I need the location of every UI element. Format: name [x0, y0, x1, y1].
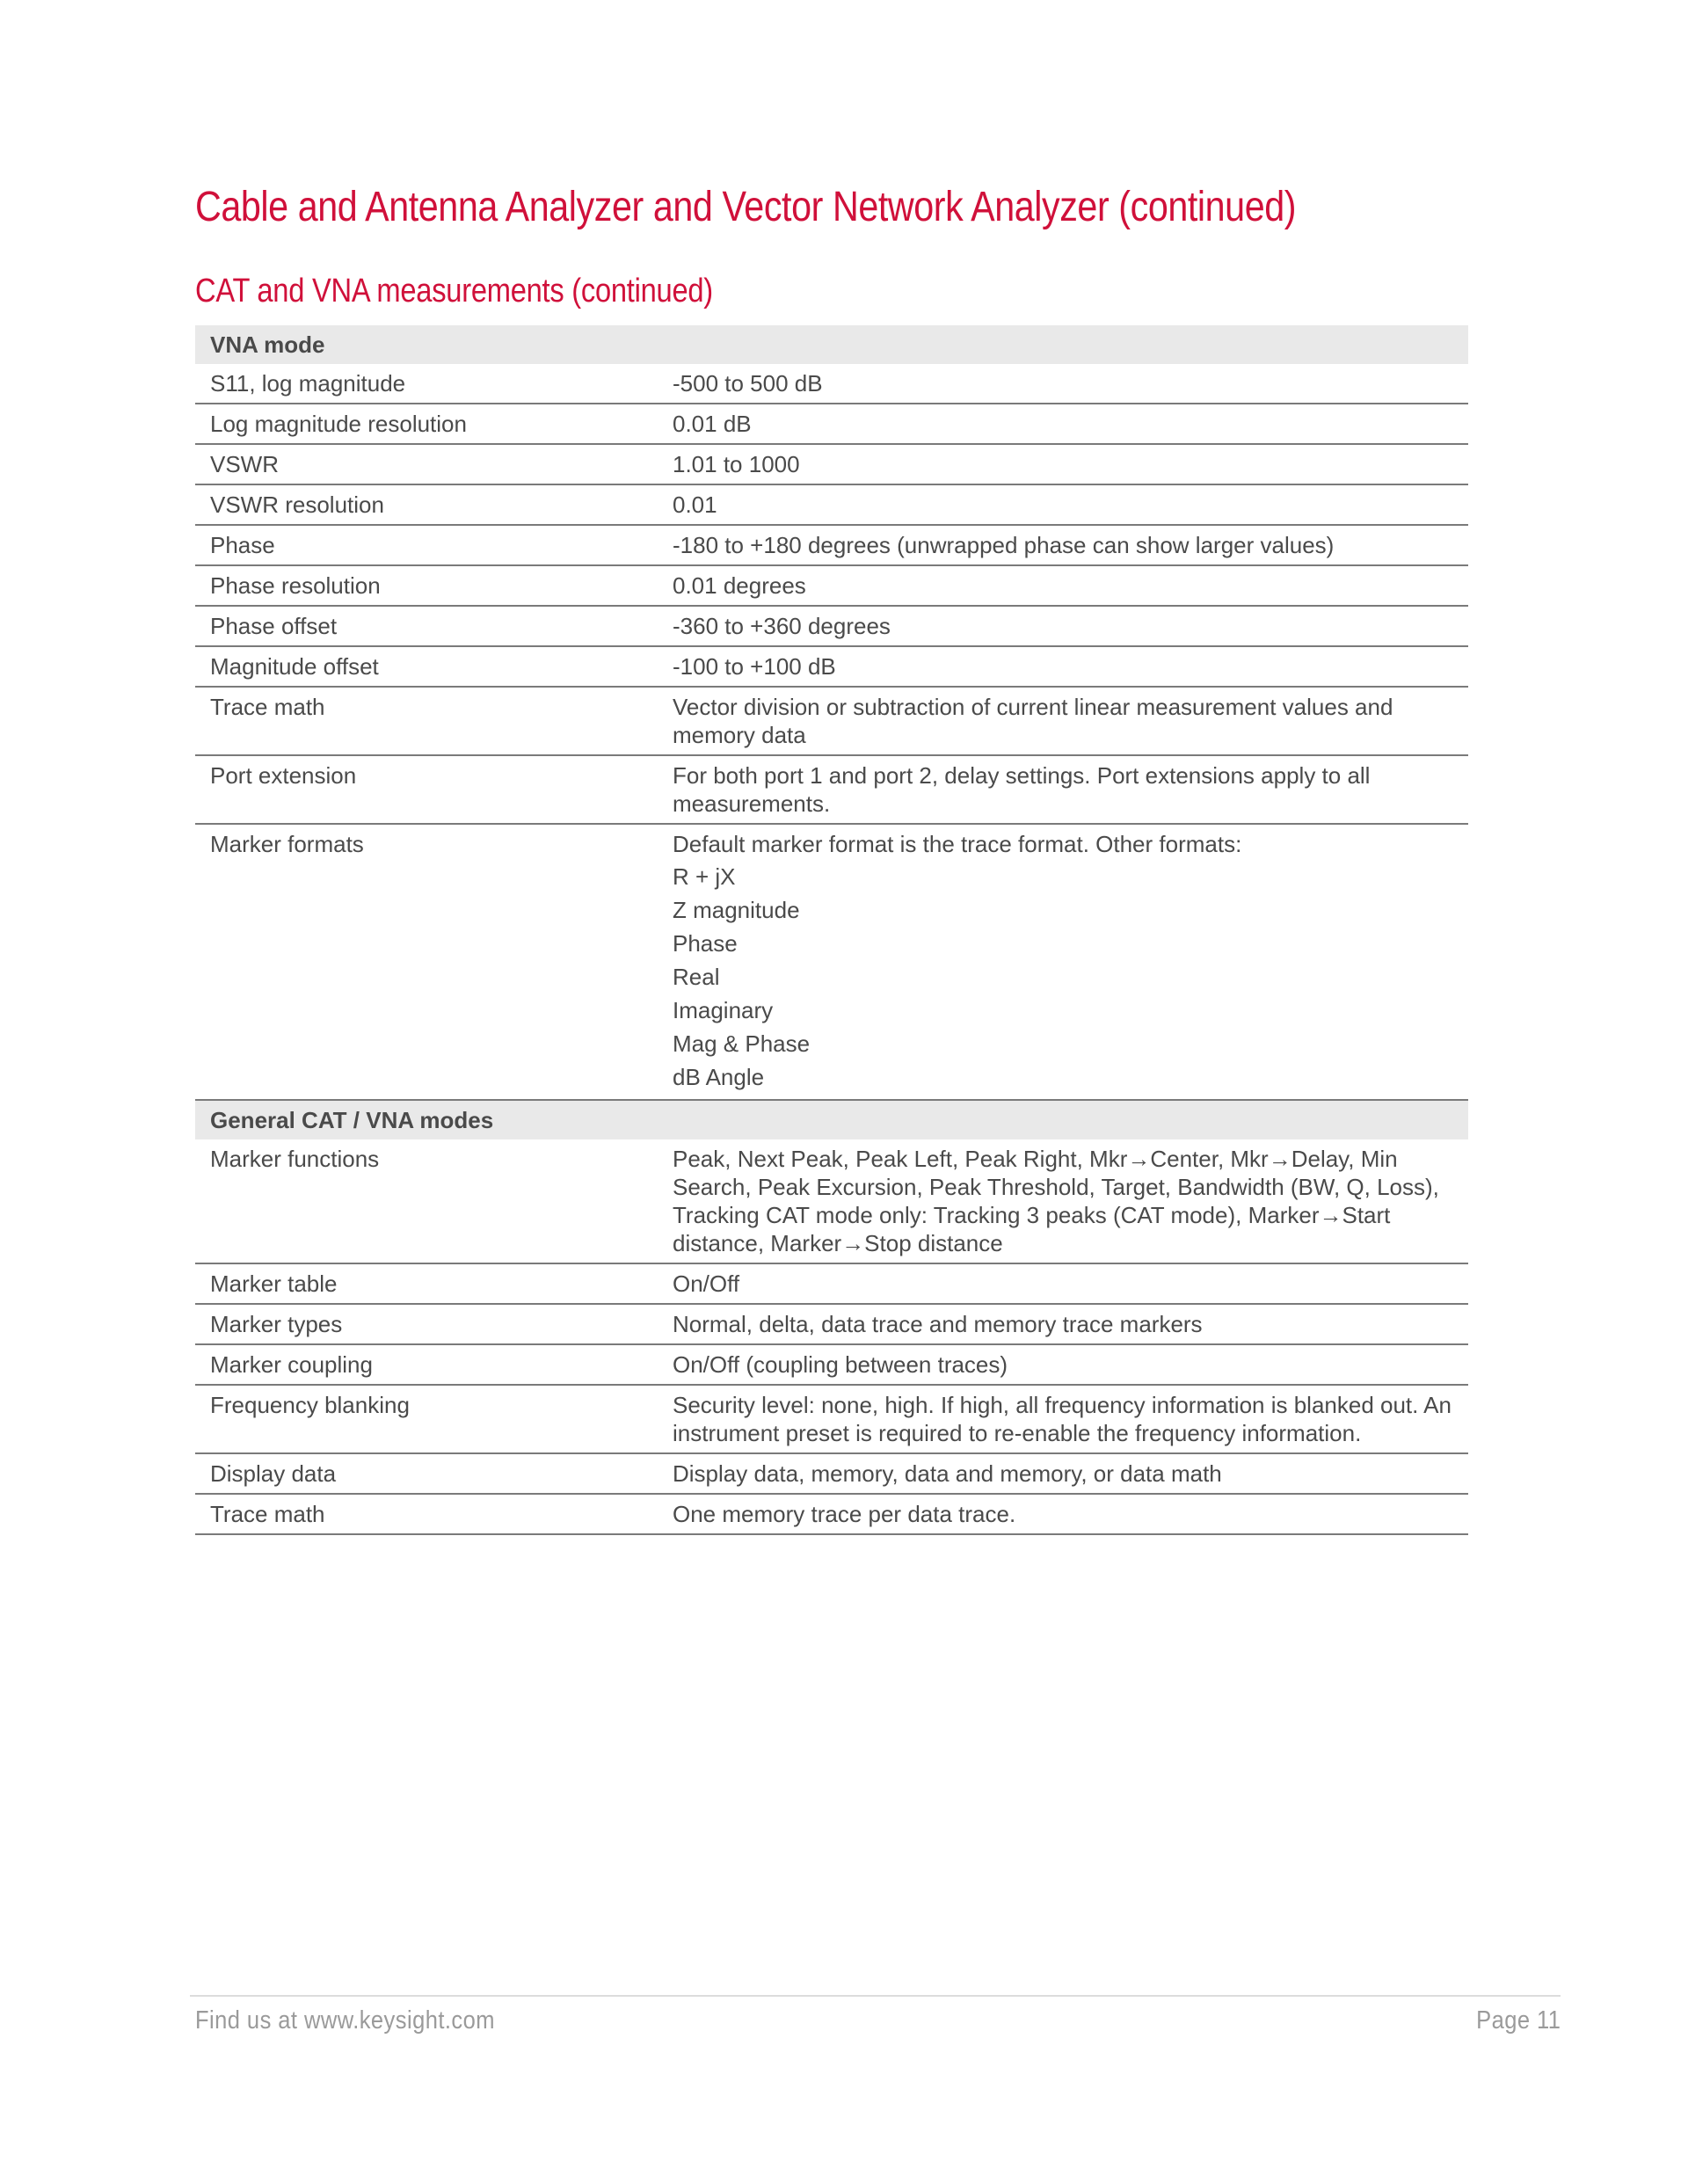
marker-formats-intro: Default marker format is the trace format. Other formats:	[673, 831, 1242, 857]
row-value: -360 to +360 degrees	[673, 606, 1468, 646]
marker-format-item: dB Angle	[673, 1064, 765, 1090]
row-label: Trace math	[195, 687, 673, 755]
row-value: 0.01 degrees	[673, 565, 1468, 606]
row-label: Marker functions	[195, 1139, 673, 1263]
table-row	[195, 687, 1468, 755]
table-row	[195, 364, 1468, 404]
table-row-marker-formats	[195, 824, 1468, 1100]
row-value: Security level: none, high. If high, all frequency information is blanked out. An instrument preset is required to re-enable the frequency information.	[673, 1385, 1468, 1453]
row-value: Display data, memory, data and memory, or data math	[673, 1453, 1468, 1494]
row-label: Phase offset	[195, 606, 673, 646]
table-row	[195, 1139, 1468, 1263]
row-value: 1.01 to 1000	[673, 444, 1468, 484]
table-row	[195, 1453, 1468, 1494]
table-row	[195, 444, 1468, 484]
row-value: Normal, delta, data trace and memory trace markers	[673, 1304, 1468, 1344]
table-row	[195, 1263, 1468, 1304]
section-title: CAT and VNA measurements (continued)	[195, 273, 713, 309]
marker-format-item: Phase	[673, 930, 738, 957]
row-label: Trace math	[195, 1494, 673, 1534]
page-number: Page 11	[1475, 2006, 1561, 2035]
row-value: -100 to +100 dB	[673, 646, 1468, 687]
marker-format-item: Imaginary	[673, 997, 774, 1023]
row-label: VSWR resolution	[195, 484, 673, 525]
row-label: VSWR	[195, 444, 673, 484]
marker-format-item: Z magnitude	[673, 897, 800, 923]
spec-table	[195, 325, 1468, 1535]
row-label: Marker types	[195, 1304, 673, 1344]
footer-website: Find us at www.keysight.com	[195, 2006, 495, 2035]
row-value: Peak, Next Peak, Peak Left, Peak Right, Mkr→Center, Mkr→Delay, Min Search, Peak Excursion, Peak Threshold, Target, Bandwidth (BW, Q, Loss), Tracking CAT mode only: Tracking 3 peaks (CAT mode), Marker→Start distance, Marker→Stop distance	[673, 1139, 1468, 1263]
row-label: Marker formats	[195, 824, 673, 1100]
row-value	[673, 824, 1468, 1100]
row-label: S11, log magnitude	[195, 364, 673, 404]
table-row	[195, 606, 1468, 646]
row-value: On/Off (coupling between traces)	[673, 1344, 1468, 1385]
row-label: Log magnitude resolution	[195, 404, 673, 444]
section-header	[195, 1100, 1468, 1139]
row-value: -180 to +180 degrees (unwrapped phase can show larger values)	[673, 525, 1468, 565]
row-label: Marker table	[195, 1263, 673, 1304]
table-row	[195, 1344, 1468, 1385]
section-header	[195, 325, 1468, 364]
row-label: Port extension	[195, 755, 673, 824]
row-value: 0.01	[673, 484, 1468, 525]
row-value: On/Off	[673, 1263, 1468, 1304]
section-heading: General CAT / VNA modes	[195, 1100, 1468, 1139]
section-heading: VNA mode	[195, 325, 1468, 364]
marker-format-item: Real	[673, 964, 720, 990]
row-label: Magnitude offset	[195, 646, 673, 687]
row-label: Display data	[195, 1453, 673, 1494]
table-row	[195, 755, 1468, 824]
footer-divider	[190, 1995, 1561, 1997]
row-label: Phase resolution	[195, 565, 673, 606]
row-value: One memory trace per data trace.	[673, 1494, 1468, 1534]
table-row	[195, 1304, 1468, 1344]
marker-format-item: Mag & Phase	[673, 1030, 811, 1057]
table-row	[195, 646, 1468, 687]
table-row	[195, 525, 1468, 565]
row-value: For both port 1 and port 2, delay settings. Port extensions apply to all measurements.	[673, 755, 1468, 824]
page-title: Cable and Antenna Analyzer and Vector Network Analyzer (continued)	[195, 184, 1297, 230]
row-label: Marker coupling	[195, 1344, 673, 1385]
row-value: Vector division or subtraction of current linear measurement values and memory data	[673, 687, 1468, 755]
marker-format-item: R + jX	[673, 863, 736, 890]
table-row	[195, 484, 1468, 525]
table-row	[195, 1494, 1468, 1534]
row-value: 0.01 dB	[673, 404, 1468, 444]
row-label: Phase	[195, 525, 673, 565]
row-value: -500 to 500 dB	[673, 364, 1468, 404]
table-row	[195, 1385, 1468, 1453]
table-row	[195, 565, 1468, 606]
row-label: Frequency blanking	[195, 1385, 673, 1453]
table-row	[195, 404, 1468, 444]
